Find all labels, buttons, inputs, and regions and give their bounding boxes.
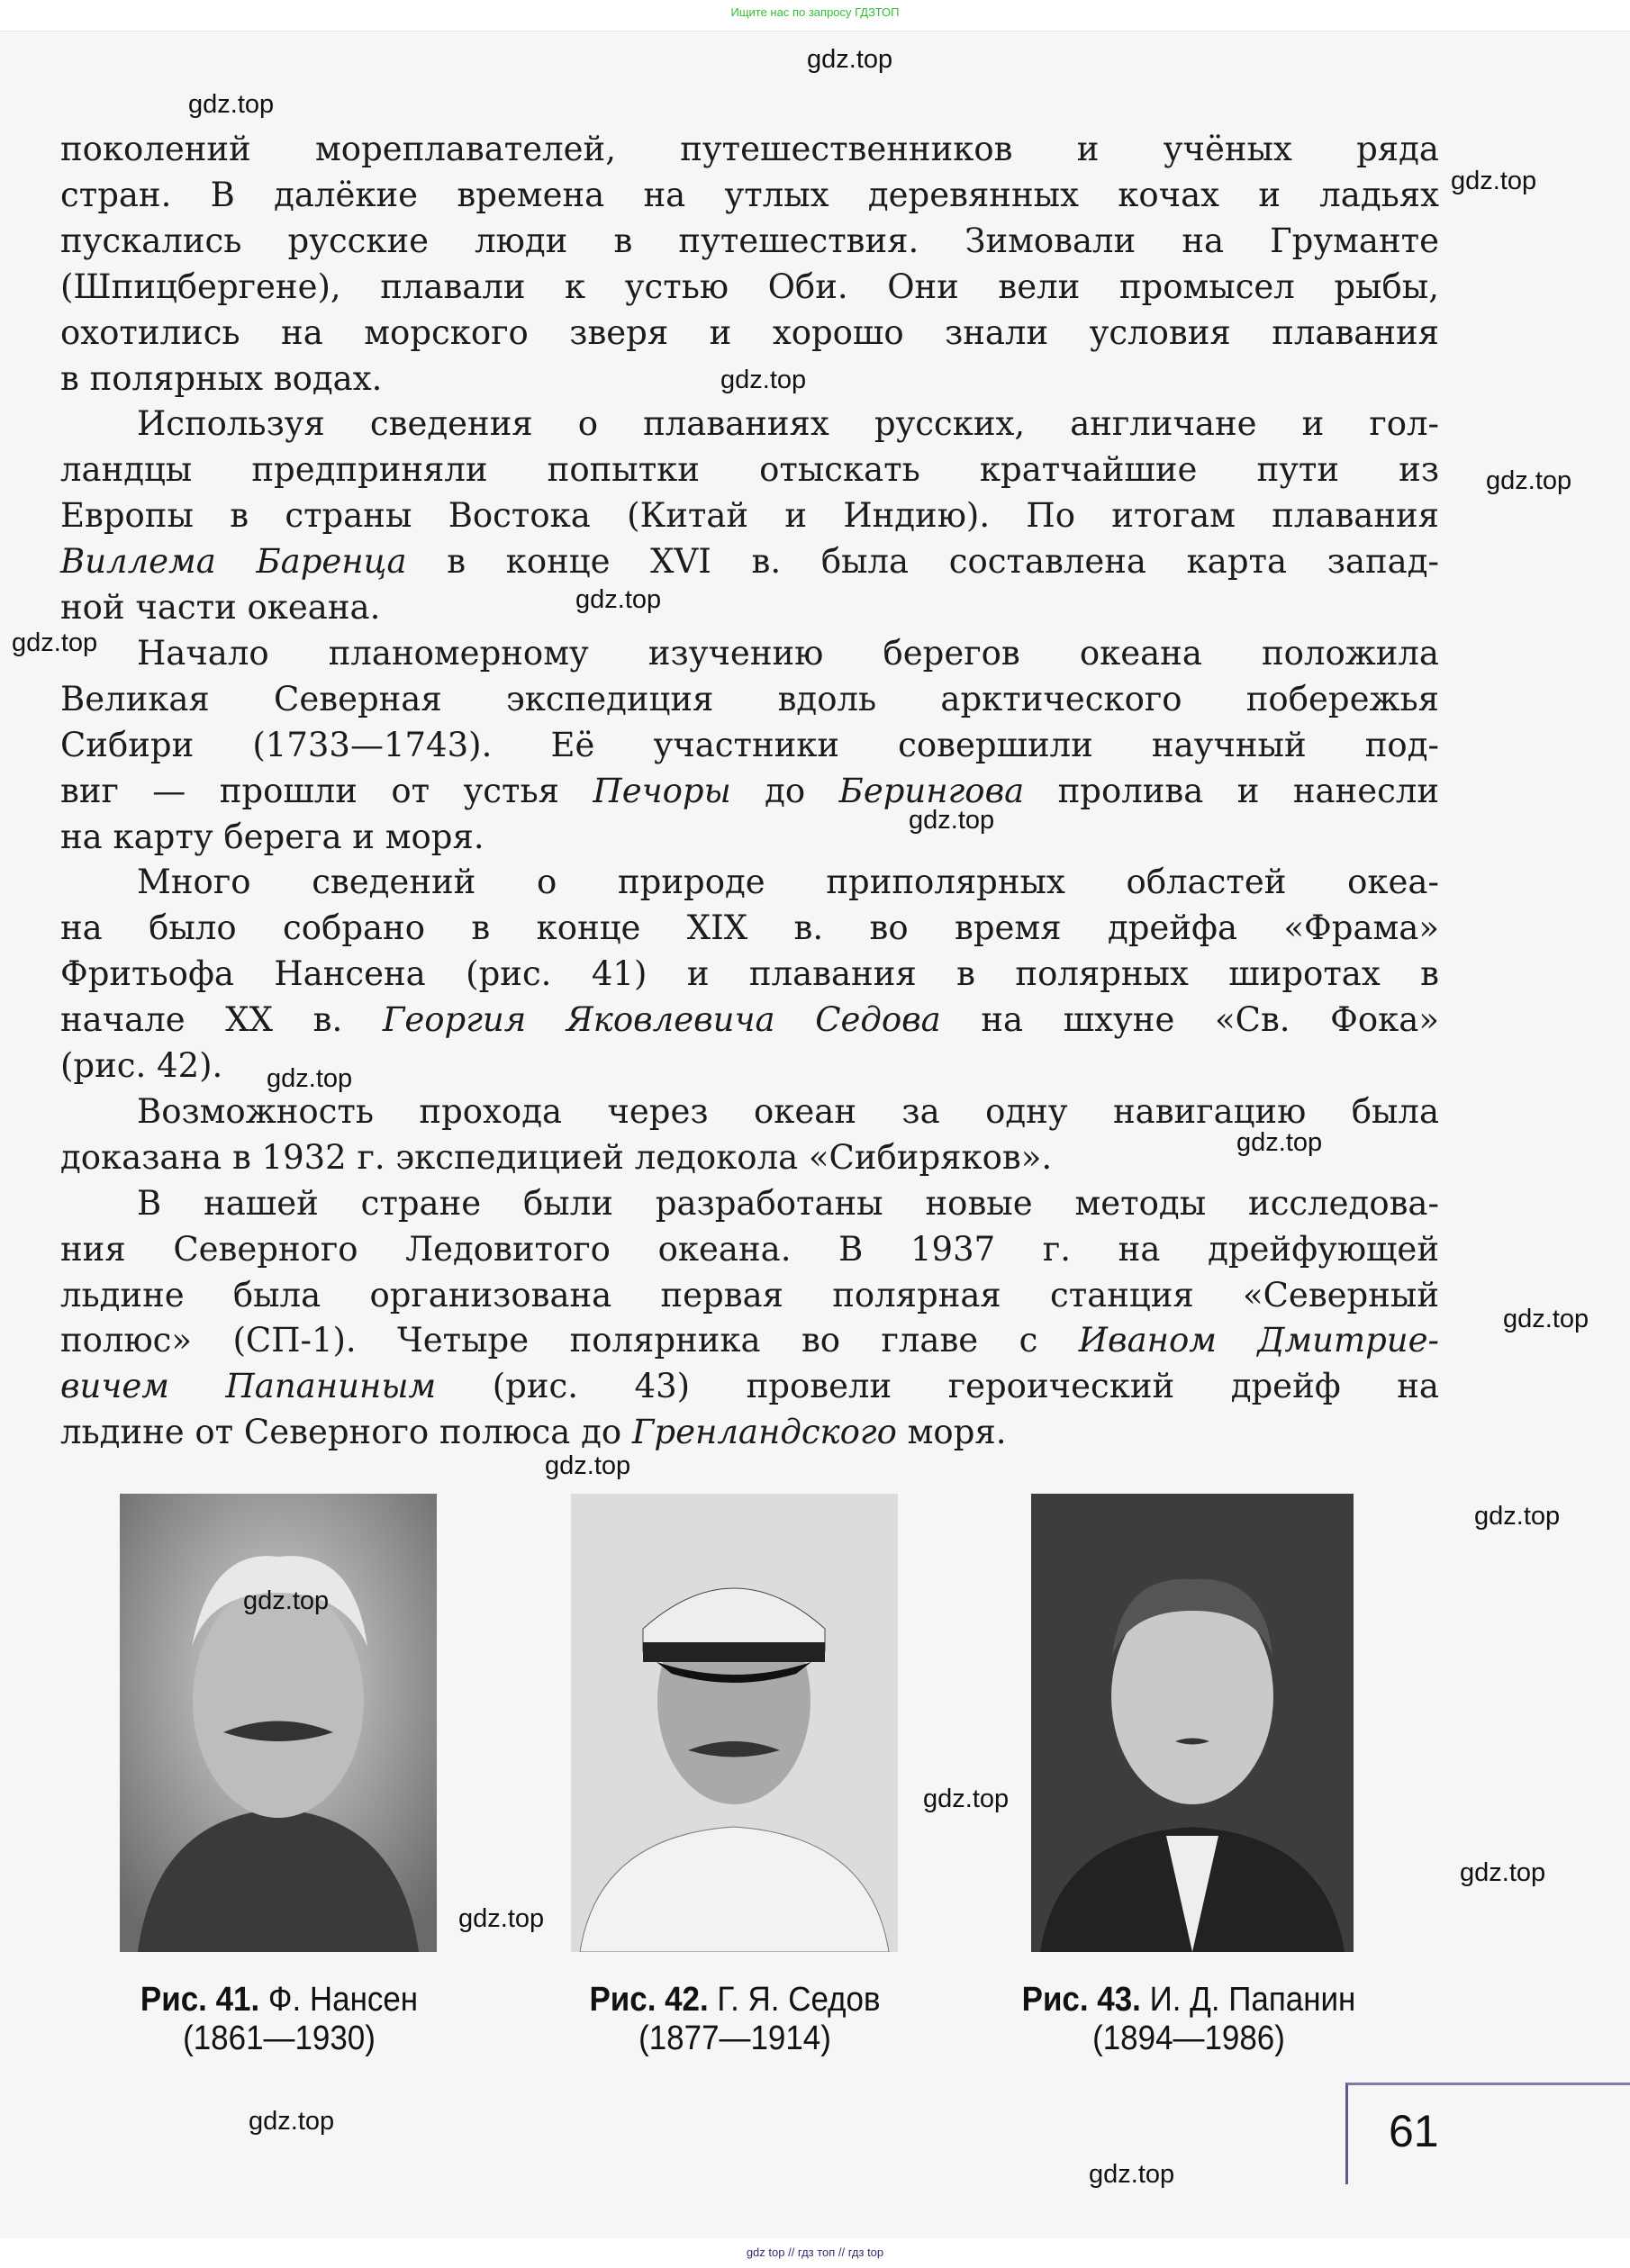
- watermark: gdz.top: [1089, 2160, 1175, 2189]
- text-segment: на карту берега и моря.: [60, 817, 484, 856]
- text-segment: Много сведений о природе приполярных областей океа-: [137, 863, 1439, 902]
- watermark: gdz.top: [545, 1451, 631, 1480]
- italic-term: Виллема Баренца: [60, 542, 407, 582]
- text-segment: Фритьофа Нансена (рис. 41) и плавания в полярных широтах в: [60, 954, 1439, 994]
- figure-42-label: Рис. 42.: [589, 1981, 709, 2019]
- watermark: gdz.top: [1486, 466, 1572, 495]
- text-segment: В нашей стране были разработаны новые методы исследова-: [137, 1183, 1439, 1223]
- text-segment: льдине была организована первая полярная станция «Северный: [60, 1275, 1439, 1315]
- text-segment: начале XX в.: [60, 1000, 383, 1040]
- text-segment: Используя сведения о плаваниях русских, англичане и гол-: [137, 404, 1439, 444]
- text-line: [60, 905, 1439, 951]
- text-line: [60, 126, 1439, 172]
- watermark: gdz.top: [12, 628, 98, 657]
- text-line: [60, 951, 1439, 997]
- figure-41-years: (1861—1930): [183, 2020, 376, 2057]
- figure-43-years: (1894—1986): [1092, 2020, 1285, 2057]
- text-line: [60, 218, 1439, 264]
- text-segment: до: [730, 771, 839, 810]
- text-segment: моря.: [896, 1413, 1007, 1452]
- figure-42-years: (1877—1914): [638, 2020, 831, 2057]
- text-line: [60, 584, 1439, 630]
- watermark: gdz.top: [249, 2107, 335, 2136]
- figure-41-portrait: [120, 1494, 437, 1952]
- watermark: gdz.top: [807, 45, 893, 74]
- watermark: gdz.top: [923, 1785, 1010, 1813]
- italic-term: Георгия Яковлевича Седова: [382, 1000, 941, 1040]
- text-segment: в полярных водах.: [60, 358, 383, 398]
- text-line: [60, 814, 1439, 860]
- text-line: [60, 1134, 1439, 1180]
- text-segment: поколений мореплавателей, путешественников и учёных ряда: [60, 130, 1439, 168]
- watermark: gdz.top: [1236, 1128, 1323, 1157]
- text-line: [60, 722, 1439, 768]
- text-line: [60, 1409, 1439, 1455]
- italic-term: Гренландского: [631, 1413, 897, 1452]
- figure-41-name: Ф. Нансен: [267, 1981, 419, 2019]
- bottom-banner: [0, 2238, 1630, 2268]
- text-segment: Европы в страны Востока (Китай и Индию). По итогам плавания: [60, 496, 1439, 536]
- text-line: [137, 859, 1439, 905]
- text-segment: ной части океана.: [60, 588, 381, 627]
- text-line: [137, 630, 1439, 676]
- text-segment: Начало планомерному изучению берегов океана положила: [137, 633, 1439, 673]
- text-segment: пускались русские люди в путешествия. Зимовали на Груманте: [60, 221, 1439, 260]
- figure-43-label: Рис. 43.: [1021, 1981, 1141, 2019]
- figure-41-label: Рис. 41.: [140, 1981, 260, 2019]
- italic-term: Берингова: [838, 771, 1025, 810]
- watermark: gdz.top: [1451, 167, 1537, 195]
- text-segment: на шхуне «Св. Фока»: [940, 1000, 1439, 1040]
- text-line: [60, 1226, 1439, 1272]
- text-line: [60, 538, 1439, 584]
- text-segment: (Шпицбергене), плавали к устью Оби. Они вели промысел рыбы,: [60, 267, 1439, 306]
- figure-43-name: И. Д. Папанин: [1149, 1981, 1356, 2019]
- text-line: [60, 447, 1439, 492]
- text-segment: на было собрано в конце XIX в. во время дрейфа «Фрама»: [60, 908, 1439, 948]
- text-line: [60, 1272, 1439, 1318]
- text-segment: пролива и нанесли: [1024, 771, 1439, 810]
- text-segment: (рис. 43) провели героический дрейф на: [436, 1367, 1439, 1406]
- text-line: [137, 401, 1439, 447]
- text-line: [60, 264, 1439, 310]
- text-segment: Сибири (1733—1743). Её участники совершили научный под-: [60, 725, 1439, 764]
- text-line: [60, 310, 1439, 356]
- text-segment: Великая Северная экспедиция вдоль арктического побережья: [60, 679, 1439, 718]
- watermark: gdz.top: [267, 1064, 353, 1093]
- italic-term: вичем Папаниным: [60, 1367, 437, 1406]
- figure-43-caption: [973, 1981, 1404, 2058]
- text-segment: (рис. 42).: [60, 1046, 223, 1085]
- top-banner: [0, 0, 1630, 32]
- text-segment: ландцы предприняли попытки отыскать кратчайшие пути из: [60, 450, 1439, 490]
- text-line: [60, 1317, 1439, 1363]
- figure-42-portrait: [571, 1494, 898, 1952]
- watermark: gdz.top: [1503, 1305, 1589, 1333]
- text-segment: Возможность прохода через океан за одну навигацию была: [137, 1091, 1439, 1131]
- text-line: [60, 172, 1439, 218]
- text-line: [60, 492, 1439, 538]
- text-line: [60, 768, 1439, 814]
- text-segment: охотились на морского зверя и хорошо знали условия плавания: [60, 312, 1439, 352]
- watermark: gdz.top: [1460, 1858, 1546, 1887]
- text-segment: доказана в 1932 г. экспедицией ледокола «Сибиряков».: [60, 1137, 1053, 1177]
- text-segment: ния Северного Ледовитого океана. В 1937 г. на дрейфующей: [60, 1229, 1439, 1269]
- page-number: 61: [1389, 2106, 1439, 2156]
- text-segment: виг — прошли от устья: [60, 771, 593, 810]
- text-segment: в конце XVI в. была составлена карта запад-: [406, 542, 1440, 582]
- bottom-banner-text[interactable]: gdz top // гдз топ // гдз top: [746, 2245, 884, 2259]
- watermark: gdz.top: [243, 1586, 330, 1615]
- figure-42-caption: [544, 1981, 925, 2058]
- text-line: [60, 1363, 1439, 1409]
- top-banner-text[interactable]: Ищите нас по запросу ГДЗТОП: [730, 5, 900, 19]
- text-line: [60, 676, 1439, 722]
- watermark: gdz.top: [720, 366, 807, 394]
- italic-term: Иваном Дмитрие-: [1078, 1321, 1439, 1360]
- watermark: gdz.top: [458, 1904, 545, 1933]
- text-segment: стран. В далёкие времена на утлых деревянных кочах и ладьях: [60, 175, 1439, 214]
- watermark: gdz.top: [1474, 1502, 1561, 1531]
- figure-42-name: Г. Я. Седов: [717, 1981, 881, 2019]
- watermark: gdz.top: [575, 585, 662, 614]
- watermark: gdz.top: [188, 90, 275, 119]
- italic-term: Печоры: [593, 771, 731, 810]
- watermark: gdz.top: [909, 806, 995, 835]
- figure-41-caption: [88, 1981, 469, 2058]
- text-segment: полюс» (СП-1). Четыре полярника во главе с: [60, 1321, 1079, 1360]
- figure-43-portrait: [1031, 1494, 1354, 1952]
- text-line: [137, 1180, 1439, 1226]
- text-segment: льдине от Северного полюса до: [60, 1413, 632, 1452]
- text-line: [60, 997, 1439, 1043]
